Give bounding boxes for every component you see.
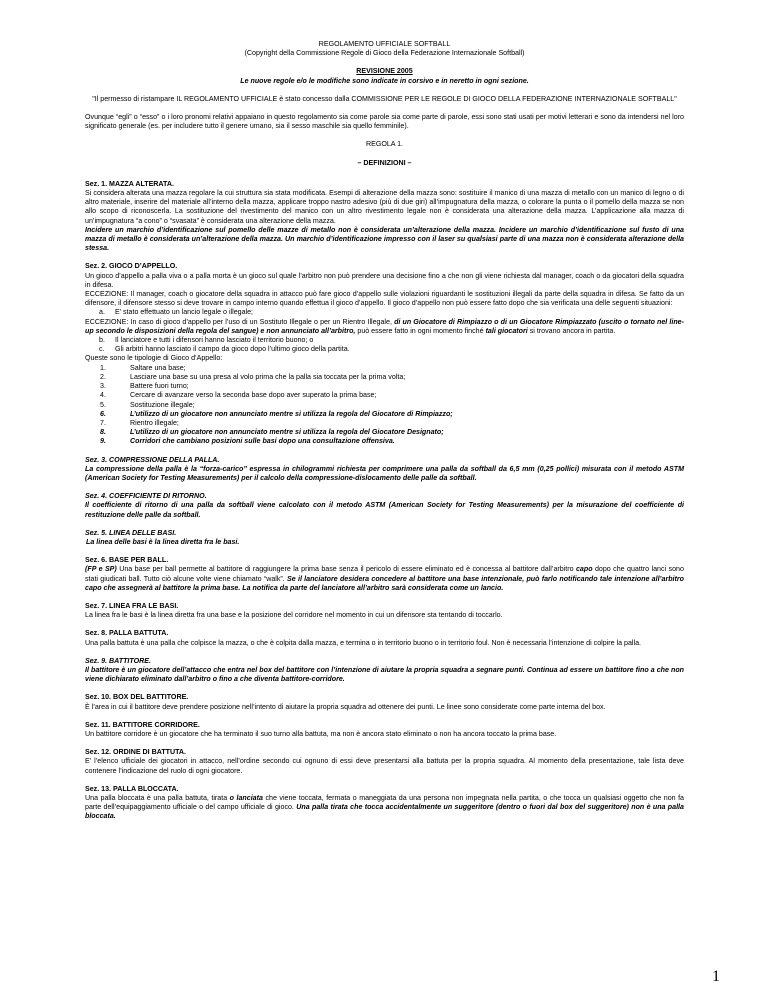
list-item-text: Rientro illegale; — [130, 418, 179, 427]
section-text: Un battitore corridore è un giocatore che ha terminato il suo turno alla battuta, ma non è ancora stato eliminato o non ha ancora toccato la prima base. — [85, 729, 557, 738]
exception-new-text: di un Giocatore di Rimpiazzo o di un Giocatore Rimpiazzato (uscito o tornato nel line-up secondo le disposizioni della regola del sangue) e non annunciato all’arbitro, — [85, 317, 684, 335]
section-11 — [85, 721, 684, 739]
section-12 — [85, 748, 684, 776]
section-title: Sez. 1. MAZZA ALTERATA. — [85, 179, 174, 188]
section-text-part: Una base per ball permette al battitore di raggiungere la prima base senza il pericolo di essere eliminato ed è concessa al battitore dall’arbitro — [119, 565, 574, 574]
section-text-part: che viene toccata, fermata o maneggiata da una persona non impegnata nella partita, o che tocca un qualsiasi oggetto che non fa parte dell’equipaggiamento ufficiale o del campo ufficiale di gioco. — [85, 794, 684, 812]
list-item-number: 5. — [100, 400, 106, 409]
list-item-number: 7. — [100, 418, 106, 427]
list-item-number: 6. — [100, 409, 106, 418]
section-title: Sez. 13. PALLA BLOCCATA. — [85, 784, 179, 793]
section-new-text: Se il lanciatore desidera concedere al battitore una base intenzionale, può farlo notificando tale intenzione all’arbitro capo che assegnerà al battitore la prima base. La notifica da parte del lanciatore all’arbitro sarà considerata come un lancio. — [85, 574, 684, 592]
section-text-part: dopo che quattro lanci sono stati giudicati ball. Tutto ciò alcune volte viene chiamato “walk”. — [85, 565, 684, 583]
exception-paragraph: ECCEZIONE: Il manager, coach o giocatore della squadra in attacco può fare gioco d’appello sulle violazioni riguardanti le sostituzioni illegali da parte della squadra in difesa. Se fatto da un difensore, il difensore stesso si deve trovare in campo interno quando effettua il gioco d’appello. Il gioco d’appello non può essere fatto dopo che sia verificata una delle seguenti situazioni: — [85, 290, 684, 308]
sub-item-text: E’ stato effettuato un lancio legale o illegale; — [115, 308, 254, 317]
section-2 — [85, 262, 684, 446]
exception-text: può essere fatto in ogni momento finché — [357, 326, 484, 335]
permission-note: "Il permesso di ristampare IL REGOLAMENTO UFFICIALE è stato concesso dalla COMMISSIONE PER LE REGOLE DI GIOCO DELLA FEDERAZIONE INTERNAZIONALE SOFTBALL" — [92, 94, 677, 103]
sub-item-label: c. — [99, 345, 105, 354]
section-title: Sez. 5. LINEA DELLE BASI. — [85, 528, 177, 537]
section-3 — [85, 456, 684, 484]
list-item-text: Sostituzione illegale; — [130, 400, 195, 409]
section-new-text: Incidere un marchio d’identificazione sul pomello delle mazze di metallo non è considerata un’alterazione della mazza. Incidere un marchio d’identificazione sul fusto di una mazza di metallo è considerata un’alterazione della mazza. Un marchio d’identificazione impresso con il laser su qualsiasi parte di una mazza non è considerata alterazione della stessa. — [85, 225, 684, 253]
list-item — [100, 401, 684, 410]
rule-heading: REGOLA 1. — [365, 140, 404, 149]
section-text: È l’area in cui il battitore deve prendere posizione nell’intento di aiutare la propria squadra ad ottenere dei punti. Le linee sono considerate come parte interna del box. — [85, 702, 606, 711]
revision-note: Le nuove regole e/o le modifiche sono indicate in corsivo e in neretto in ogni sezione. — [240, 76, 529, 85]
list-item-text: Saltare una base; — [130, 363, 186, 372]
document-page — [85, 40, 684, 980]
section-5 — [85, 529, 684, 547]
section-text — [85, 565, 684, 593]
section-text: La compressione della palla è la “forza-carico” espressa in chilogrammi richiesta per comprimere una palla da softball da 6,5 mm (0,25 pollici) misurata con il metodo ASTM (American Society for Testing Measurements) per il calcolo della compressione-dislocamento delle palle da softball. — [85, 464, 684, 482]
exception-paragraph-2 — [85, 318, 684, 336]
list-item — [100, 428, 684, 437]
section-10 — [85, 693, 684, 711]
exception-text: ECCEZIONE: In caso di gioco d’appello per l’uso di un Sostituto Illegale o per un Rientro Illegale, — [85, 317, 392, 326]
section-text — [85, 794, 684, 822]
section-text: Il battitore è un giocatore dell’attacco che entra nel box del battitore con l’intenzione di aiutare la propria squadra a segnare punti. Continua ad essere un battitore fino a che non viene dichiarato eliminato dall’arbitro o fino a che diventa battitore-corridore. — [85, 665, 684, 684]
list-item-number: 8. — [100, 428, 106, 437]
section-text: La linea fra le basi è la linea diretta fra una base e la posizione del corridore nel momento in cui un difensore sta tentando di toccarlo. — [85, 611, 503, 620]
section-new-word: capo — [575, 565, 593, 574]
section-13 — [85, 785, 684, 822]
sub-item-text: Il lanciatore e tutti i difensori hanno lasciato il territorio buono; o — [115, 336, 314, 345]
section-prefix: (FP e SP) — [85, 565, 117, 574]
section-title: Sez. 11. BATTITORE CORRIDORE. — [85, 720, 200, 729]
document-title: REGOLAMENTO UFFICIALE SOFTBALL — [318, 40, 451, 48]
section-title: Sez. 2. GIOCO D’APPELLO. — [85, 262, 178, 271]
list-item-text: L’utilizzo di un giocatore non annunciato mentre si utilizza la regola del Giocatore di Rimpiazzo; — [130, 409, 453, 418]
list-item-text: Lasciare una base su una presa al volo prima che la palla sia toccata per la prima volta; — [130, 372, 406, 381]
list-item — [100, 382, 684, 391]
list-item-number: 4. — [100, 391, 106, 400]
section-text-part: Una palla bloccata è una palla battuta, tirata — [85, 794, 228, 802]
section-title: Sez. 4. COEFFICIENTE DI RITORNO. — [85, 492, 207, 501]
list-intro: Queste sono le tipologie di Gioco d’Appello: — [85, 354, 223, 363]
revision-heading: REVISIONE 2005 — [356, 67, 413, 76]
list-item — [100, 410, 684, 419]
exception-text: si trovano ancora in partita. — [529, 326, 616, 335]
section-7 — [85, 602, 684, 620]
section-text: Il coefficiente di ritorno di una palla da softball viene calcolato con il metodo ASTM (American Society for Testing Measurements) per la misurazione del coefficiente di restituzione delle palle da softball. — [85, 501, 684, 519]
exception-new-text: tali giocatori — [485, 326, 528, 335]
section-text: La linea delle basi è la linea diretta fra le basi. — [86, 537, 240, 546]
section-title: Sez. 10. BOX DEL BATTITORE. — [85, 693, 189, 702]
section-title: Sez. 12. ORDINE DI BATTUTA. — [85, 748, 187, 757]
list-item-text: L’utilizzo di un giocatore non annunciato mentre si utilizza la regola del Giocatore Designato; — [130, 428, 444, 437]
section-title: Sez. 3. COMPRESSIONE DELLA PALLA. — [85, 455, 220, 464]
list-item — [100, 437, 684, 446]
section-new-text: Una palla tirata che tocca accidentalmente un suggeritore (dentro o fuori dal box del suggeritore) non è una palla bloccata. — [85, 803, 684, 821]
list-item-number: 2. — [100, 372, 106, 381]
list-item — [100, 419, 684, 428]
section-4 — [85, 492, 684, 520]
section-text: E’ l’elenco ufficiale dei giocatori in attacco, nell’ordine secondo cui ognuno di essi deve presentarsi alla battuta per la propria squadra. Al momento della presentazione, tale lista deve contenere l’indicazione del ruolo di ogni giocatore. — [85, 757, 684, 775]
list-item — [100, 391, 684, 400]
list-item-number: 9. — [100, 437, 106, 446]
gender-note: Ovunque “egli” o “esso” o i loro pronomi relativi appaiano in questo regolamento sia come parole sia come parte di parole, essi sono stati usati per motivi letterari e sono da intendersi nel loro significato generale (es. per includere tutto il genere umano, sia il sesso maschile sia quello femminile). — [85, 113, 684, 131]
list-item-number: 1. — [100, 363, 106, 372]
section-title: Sez. 6. BASE PER BALL. — [85, 556, 169, 565]
definitions-heading: – DEFINIZIONI – — [357, 158, 412, 167]
list-item-text: Battere fuori turno; — [130, 382, 189, 391]
copyright-line: (Copyright della Commissione Regole di Gioco della Federazione Internazionale Softball) — [244, 49, 525, 58]
sub-item-c — [85, 345, 684, 354]
list-item-text: Corridori che cambiano posizioni sulle basi dopo una consultazione offensiva. — [130, 437, 395, 446]
list-item — [100, 364, 684, 373]
section-new-word: o lanciata — [229, 794, 263, 802]
section-title: Sez. 8. PALLA BATTUTA. — [85, 629, 169, 638]
sub-item-text: Gli arbitri hanno lasciato il campo da gioco dopo l’ultimo gioco della partita. — [115, 345, 350, 354]
section-9 — [85, 657, 684, 685]
section-text: Un gioco d’appello a palla viva o a palla morta è un gioco sul quale l’arbitro non può prendere una decisione fino a che non gli viene richiesta dal manager, coach o da giocatori della squadra in difesa. — [85, 271, 684, 289]
section-1 — [85, 180, 684, 254]
section-8 — [85, 629, 684, 647]
section-title: Sez. 7. LINEA FRA LE BASI. — [85, 601, 179, 610]
list-item — [100, 373, 684, 382]
section-text: Si considera alterata una mazza regolare la cui struttura sia stata modificata. Esempi di alterazione della mazza sono: sostituire il manico di una mazza di metallo con un manico di legno o di altro materiale, inserire del materiale all’interno della mazza, applicare troppo nastro adesivo (più di due giri) all’impugnatura della mazza, o colorare la punta o il pomello della mazza se non allo scopo di riconoscerla. La sostituzione del rivestimento del manico con un altro rivestimento legale non è considerata una alterazione della mazza. L’applicazione alla mazza di un’impugnatura “a cono” o “svasata” è considerata una alterazione della mazza. — [85, 189, 684, 225]
section-6 — [85, 556, 684, 593]
page-number: 1 — [712, 968, 720, 985]
sub-item-label: b. — [99, 336, 105, 345]
section-text: Una palla battuta è una palla che colpisce la mazza, o che è colpita dalla mazza, e termina o in territorio buono o in territorio foul. Non è necessaria l’intenzione di colpire la palla. — [85, 638, 641, 647]
section-title: Sez. 9. BATTITORE. — [85, 656, 151, 665]
appeal-types-list — [85, 364, 684, 447]
sub-item-label: a. — [99, 308, 105, 317]
list-item-number: 3. — [100, 382, 106, 391]
sub-item-a — [85, 308, 684, 317]
list-item-text: Cercare di avanzare verso la seconda base dopo aver superato la prima base; — [130, 391, 377, 400]
sub-item-b — [85, 336, 684, 345]
